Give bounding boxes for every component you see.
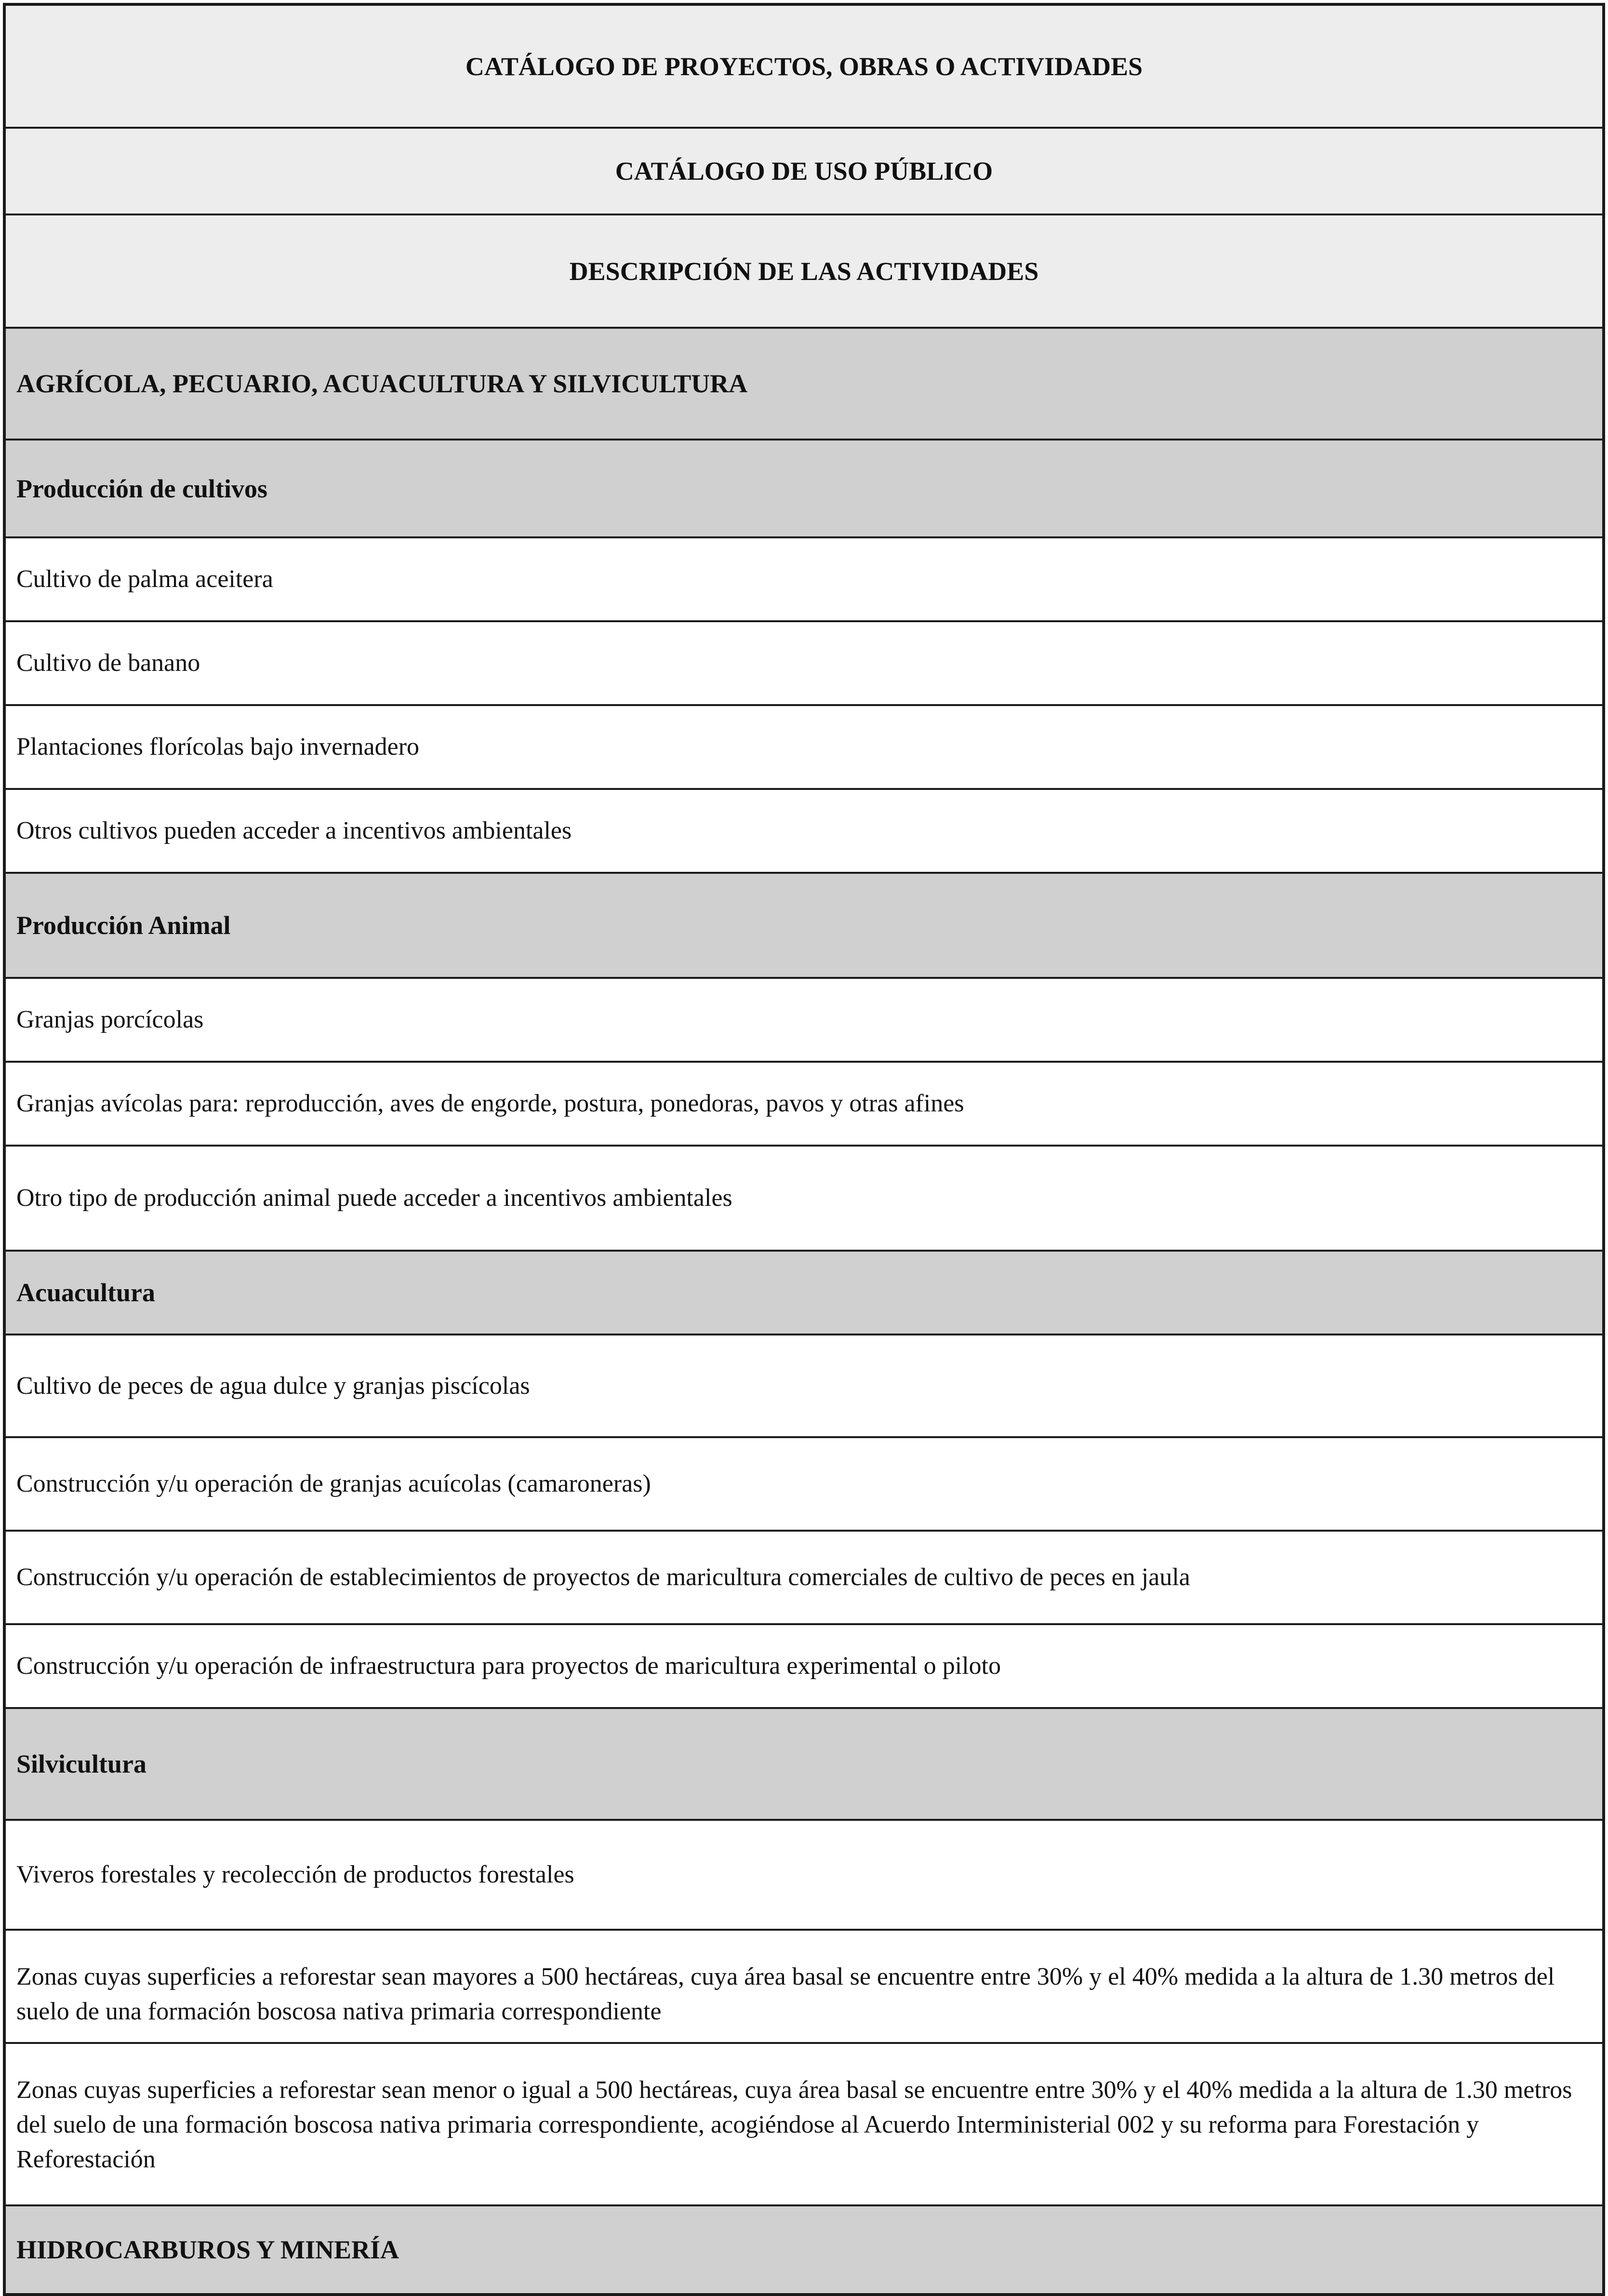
- list-item: Otro tipo de producción animal puede acceder a incentivos ambientales: [6, 1147, 1602, 1252]
- list-item: Zonas cuyas superficies a reforestar sean menor o igual a 500 hectáreas, cuya área basal se encuentre entre 30% y el 40% medida a la altura de 1.30 metros del suelo de una formación boscosa nativa primaria correspondiente, acogiéndose al Acuerdo Interministerial 002 y su reforma para Forestación y Reforestación: [6, 2044, 1602, 2206]
- public-use-title: CATÁLOGO DE USO PÚBLICO: [6, 129, 1602, 215]
- list-item: Cultivo de peces de agua dulce y granjas piscícolas: [6, 1335, 1602, 1438]
- section-hidrocarburos-mineria: HIDROCARBUROS Y MINERÍA: [6, 2206, 1602, 2293]
- list-item: Cultivo de banano: [6, 622, 1602, 706]
- subsection-silvicultura: Silvicultura: [6, 1709, 1602, 1821]
- list-item: Zonas cuyas superficies a reforestar sean mayores a 500 hectáreas, cuya área basal se encuentre entre 30% y el 40% medida a la altura de 1.30 metros del suelo de una formación boscosa nativa primaria correspondiente: [6, 1931, 1602, 2044]
- catalog-title: CATÁLOGO DE PROYECTOS, OBRAS O ACTIVIDADES: [6, 6, 1602, 129]
- list-item: Otros cultivos pueden acceder a incentivos ambientales: [6, 790, 1602, 874]
- list-item: Viveros forestales y recolección de productos forestales: [6, 1821, 1602, 1931]
- list-item: Construcción y/u operación de infraestructura para proyectos de maricultura experimental o piloto: [6, 1625, 1602, 1709]
- list-item: Granjas porcícolas: [6, 979, 1602, 1063]
- activities-description-header: DESCRIPCIÓN DE LAS ACTIVIDADES: [6, 215, 1602, 329]
- activities-catalog-table: [3, 3, 1605, 2296]
- section-agricola: AGRÍCOLA, PECUARIO, ACUACULTURA Y SILVICULTURA: [6, 329, 1602, 441]
- subsection-produccion-cultivos: Producción de cultivos: [6, 441, 1602, 538]
- list-item: Construcción y/u operación de establecimientos de proyectos de maricultura comerciales de cultivo de peces en jaula: [6, 1532, 1602, 1625]
- list-item: Construcción y/u operación de granjas acuícolas (camaroneras): [6, 1438, 1602, 1532]
- subsection-produccion-animal: Producción Animal: [6, 874, 1602, 979]
- list-item: Cultivo de palma aceitera: [6, 538, 1602, 622]
- subsection-acuacultura: Acuacultura: [6, 1252, 1602, 1335]
- list-item: Plantaciones florícolas bajo invernadero: [6, 706, 1602, 790]
- list-item: Granjas avícolas para: reproducción, aves de engorde, postura, ponedoras, pavos y otras afines: [6, 1063, 1602, 1147]
